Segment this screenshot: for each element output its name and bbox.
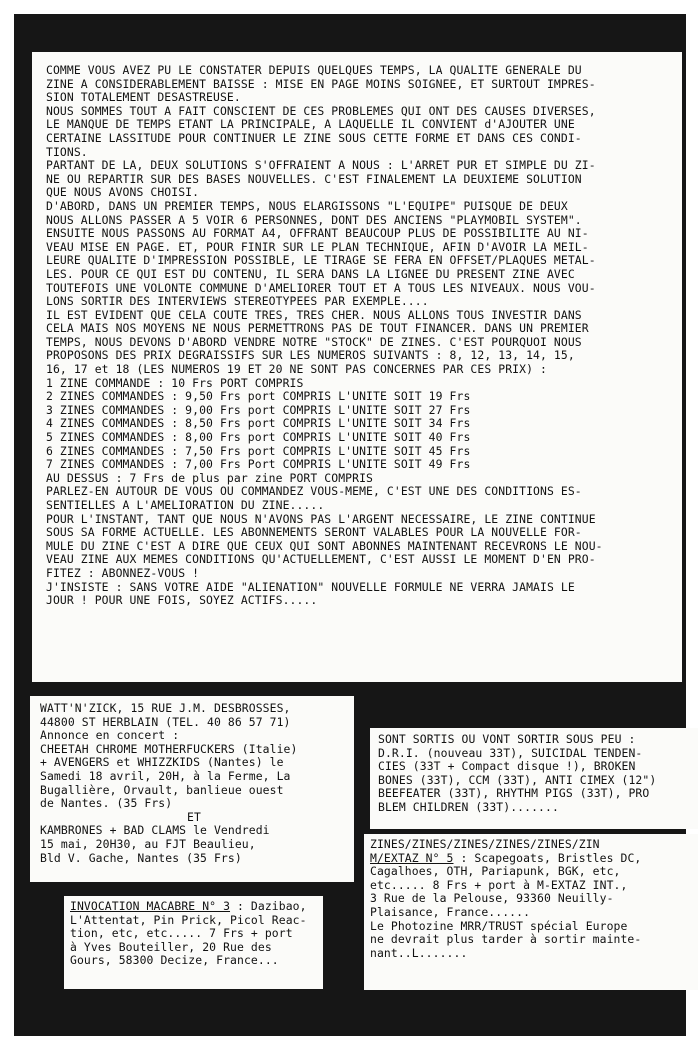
editorial-line: 4 ZINES COMMANDES : 8,50 Frs port COMPRIS L'UNITE SOIT 34 Frs: [46, 416, 471, 431]
editorial-line: VEAU MISE EN PAGE. ET, POUR FINIR SUR LE PLAN TECHNIQUE, AFIN D'AVOIR LA MEIL-: [46, 239, 589, 254]
editorial-line: FITEZ : ABONNEZ-VOUS !: [46, 565, 200, 580]
editorial-line: ENSUITE NOUS PASSONS AU FORMAT A4, OFFRANT BEAUCOUP PLUS DE POSSIBILITE AU NI-: [46, 226, 589, 241]
concert-line: 44800 ST HERBLAIN (TEL. 40 86 57 71): [40, 714, 291, 729]
zines-line: Le Photozine MRR/TRUST spécial Europe: [370, 918, 628, 933]
editorial-line: COMME VOUS AVEZ PU LE CONSTATER DEPUIS QUELQUES TEMPS, LA QUALITE GENERALE DU: [46, 63, 582, 77]
editorial-line: PROPOSONS DES PRIX DEGRAISSIFS SUR LES NUMEROS SUIVANTS : 8, 12, 13, 14, 15,: [46, 348, 575, 363]
editorial-line: POUR L'INSTANT, TANT QUE NOUS N'AVONS PAS L'ARGENT NECESSAIRE, LE ZINE CONTINUE: [46, 511, 596, 526]
editorial-line: NOUS SOMMES TOUT A FAIT CONSCIENT DE CES PROBLEMES QUI ONT DES CAUSES DIVERSES,: [46, 103, 596, 118]
concert-announcement-box: [30, 696, 354, 882]
zines-line: nant..L.......: [370, 945, 468, 960]
editorial-line: SOUS SA FORME ACTUELLE. LES ABONNEMENTS SERONT VALABLES POUR LA NOUVELLE FOR-: [46, 525, 582, 540]
editorial-line: TIONS.: [46, 144, 88, 159]
invocation-macabre-box: [64, 896, 323, 989]
editorial-line: AU DESSUS : 7 Frs de plus par zine PORT COMPRIS: [46, 470, 374, 485]
editorial-line: 2 ZINES COMMANDES : 9,50 Frs port COMPRIS L'UNITE SOIT 19 Frs: [46, 389, 471, 404]
release-line: BEEFEATER (33T), RHYTHM PIGS (33T), PRO: [378, 786, 650, 801]
invoc-first-line: [70, 900, 319, 914]
release-line: BONES (33T), CCM (33T), ANTI CIMEX (12"): [378, 772, 657, 787]
concert-line: ET: [187, 809, 201, 824]
new-releases-box: [370, 728, 698, 829]
zine-entry-text: : Scapegoats, Bristles DC,: [453, 850, 642, 865]
editorial-line: SENTIELLES A L'AMELIORATION DU ZINE.....: [46, 498, 325, 512]
editorial-line: LE MANQUE DE TEMPS ETANT LA PRINCIPALE, A LAQUELLE IL CONVIENT d'AJOUTER UNE: [46, 117, 575, 132]
editorial-line: NE OU REPARTIR SUR DES BASES NOUVELLES. C'EST FINALEMENT LA DEUXIEME SOLUTION: [46, 171, 582, 186]
editorial-line: PARTANT DE LA, DEUX SOLUTIONS S'OFFRAIENT A NOUS : L'ARRET PUR ET SIMPLE DU ZI-: [46, 158, 596, 173]
invoc-entry-text: : Dazibao,: [230, 899, 307, 913]
zines-line: ne devrait plus tarder à sortir mainte-: [370, 932, 642, 947]
editorial-line: 7 ZINES COMMANDES : 7,00 Frs Port COMPRIS L'UNITE SOIT 49 Frs: [46, 457, 471, 472]
release-line: D.R.I. (nouveau 33T), SUICIDAL TENDEN-: [378, 745, 643, 760]
editorial-text-block: [32, 52, 682, 682]
invoc-line: à Yves Bouteiller, 20 Rue des: [70, 939, 272, 954]
zines-line: etc..... 8 Frs + port à M-EXTAZ INT.,: [370, 877, 628, 892]
invoc-line: tion, etc, etc..... 7 Frs + port: [70, 926, 293, 941]
editorial-line: CERTAINE LASSITUDE POUR CONTINUER LE ZINE SOUS CETTE FORME ET DANS CES CONDI-: [46, 130, 582, 145]
editorial-line: ZINE A CONSIDERABLEMENT BAISSE : MISE EN PAGE MOINS SOIGNEE, ET SURTOUT IMPRES-: [46, 76, 596, 91]
concert-line: Bugallière, Orvault, banlieue ouest: [40, 782, 284, 797]
zines-entry-first-line: [370, 852, 694, 866]
zines-line: Plaisance, France......: [370, 904, 531, 919]
editorial-line: 5 ZINES COMMANDES : 8,00 Frs port COMPRIS L'UNITE SOIT 40 Frs: [46, 430, 471, 445]
zines-line: 3 Rue de la Pelouse, 93360 Neuilly-: [370, 891, 614, 906]
zines-line: Cagalhoes, OTH, Pariapunk, BGK, etc,: [370, 864, 621, 879]
editorial-line: LEURE QUALITE D'IMPRESSION POSSIBLE, LE TIRAGE SE FERA EN OFFSET/PLAQUES METAL-: [46, 253, 596, 268]
editorial-line: TEMPS, NOUS DEVONS D'ABORD VENDRE NOTRE "STOCK" DE ZINES. C'EST POURQUOI NOUS: [46, 334, 582, 349]
invoc-line: Gours, 58300 Decize, France...: [70, 953, 279, 968]
editorial-line: SION TOTALEMENT DESASTREUSE.: [46, 90, 241, 105]
editorial-line: 3 ZINES COMMANDES : 9,00 Frs port COMPRIS L'UNITE SOIT 27 Frs: [46, 402, 471, 417]
editorial-line: QUE NOUS AVONS CHOISI.: [46, 185, 200, 200]
editorial-line: JOUR ! POUR UNE FOIS, SOYEZ ACTIFS.....: [46, 593, 318, 608]
editorial-line: MULE DU ZINE C'EST A DIRE QUE CEUX QUI SONT ABONNES MAINTENANT RECEVRONS LE NOU-: [46, 538, 603, 553]
editorial-line: J'INSISTE : SANS VOTRE AIDE "ALIENATION" NOUVELLE FORMULE NE VERRA JAMAIS LE: [46, 579, 575, 594]
editorial-line: LES. POUR CE QUI EST DU CONTENU, IL SERA DANS LA LIGNEE DU PRESENT ZINE AVEC: [46, 266, 575, 281]
concert-line: KAMBRONES + BAD CLAMS le Vendredi: [40, 823, 270, 838]
editorial-line: 6 ZINES COMMANDES : 7,50 Frs port COMPRIS L'UNITE SOIT 45 Frs: [46, 443, 471, 458]
zines-header: ZINES/ZINES/ZINES/ZINES/ZINES/ZIN: [370, 837, 600, 851]
editorial-line: TOUTEFOIS UNE VOLONTE COMMUNE D'AMELIORER TOUT ET A TOUS LES NIVEAUX. NOUS VOU-: [46, 280, 596, 295]
concert-line: Annonce en concert :: [40, 728, 180, 743]
zines-listing-box: [364, 834, 698, 990]
zine-title-extaz: M/EXTAZ N° 5: [370, 850, 454, 865]
release-line: SONT SORTIS OU VONT SORTIR SOUS PEU :: [378, 732, 636, 746]
concert-line: WATT'N'ZICK, 15 RUE J.M. DESBROSSES,: [40, 701, 291, 715]
concert-line: Bld V. Gache, Nantes (35 Frs): [40, 850, 242, 865]
editorial-line: LONS SORTIR DES INTERVIEWS STEREOTYPEES PAR EXEMPLE....: [46, 294, 429, 309]
editorial-line: PARLEZ-EN AUTOUR DE VOUS OU COMMANDEZ VOUS-MEME, C'EST UNE DES CONDITIONS ES-: [46, 484, 582, 499]
editorial-line: 16, 17 et 18 (LES NUMEROS 19 ET 20 NE SONT PAS CONCERNES PAR CES PRIX) :: [46, 362, 547, 377]
release-line: BLEM CHILDREN (33T).......: [378, 799, 559, 814]
zine-page: [14, 14, 686, 1036]
editorial-line: VEAU ZINE AUX MEMES CONDITIONS QU'ACTUELLEMENT, C'EST AUSSI LE MOMENT D'EN PRO-: [46, 552, 596, 567]
concert-line: Samedi 18 avril, 20H, à la Ferme, La: [40, 768, 291, 783]
editorial-line: D'ABORD, DANS UN PREMIER TEMPS, NOUS ELARGISSONS "L'EQUIPE" PUISQUE DE DEUX: [46, 198, 568, 213]
concert-line: CHEETAH CHROME MOTHERFUCKERS (Italie): [40, 741, 298, 756]
concert-line: de Nantes. (35 Frs): [40, 796, 173, 811]
release-line: CIES (33T + Compact disque !), BROKEN: [378, 759, 636, 774]
editorial-line: IL EST EVIDENT QUE CELA COUTE TRES, TRES CHER. NOUS ALLONS TOUS INVESTIR DANS: [46, 307, 582, 322]
editorial-line: NOUS ALLONS PASSER A 5 VOIR 6 PERSONNES, DONT DES ANCIENS "PLAYMOBIL SYSTEM".: [46, 212, 582, 227]
concert-line: + AVENGERS et WHIZZKIDS (Nantes) le: [40, 755, 284, 770]
editorial-line: 1 ZINE COMMANDE : 10 Frs PORT COMPRIS: [46, 375, 304, 390]
invoc-line: L'Attentat, Pin Prick, Picol Reac-: [70, 912, 307, 927]
zine-title-invocation: INVOCATION MACABRE N° 3: [70, 899, 231, 913]
concert-line: 15 mai, 20H30, au FJT Beaulieu,: [40, 836, 256, 851]
editorial-line: CELA MAIS NOS MOYENS NE NOUS PERMETTRONS PAS DE TOUT FINANCER. DANS UN PREMIER: [46, 321, 589, 336]
